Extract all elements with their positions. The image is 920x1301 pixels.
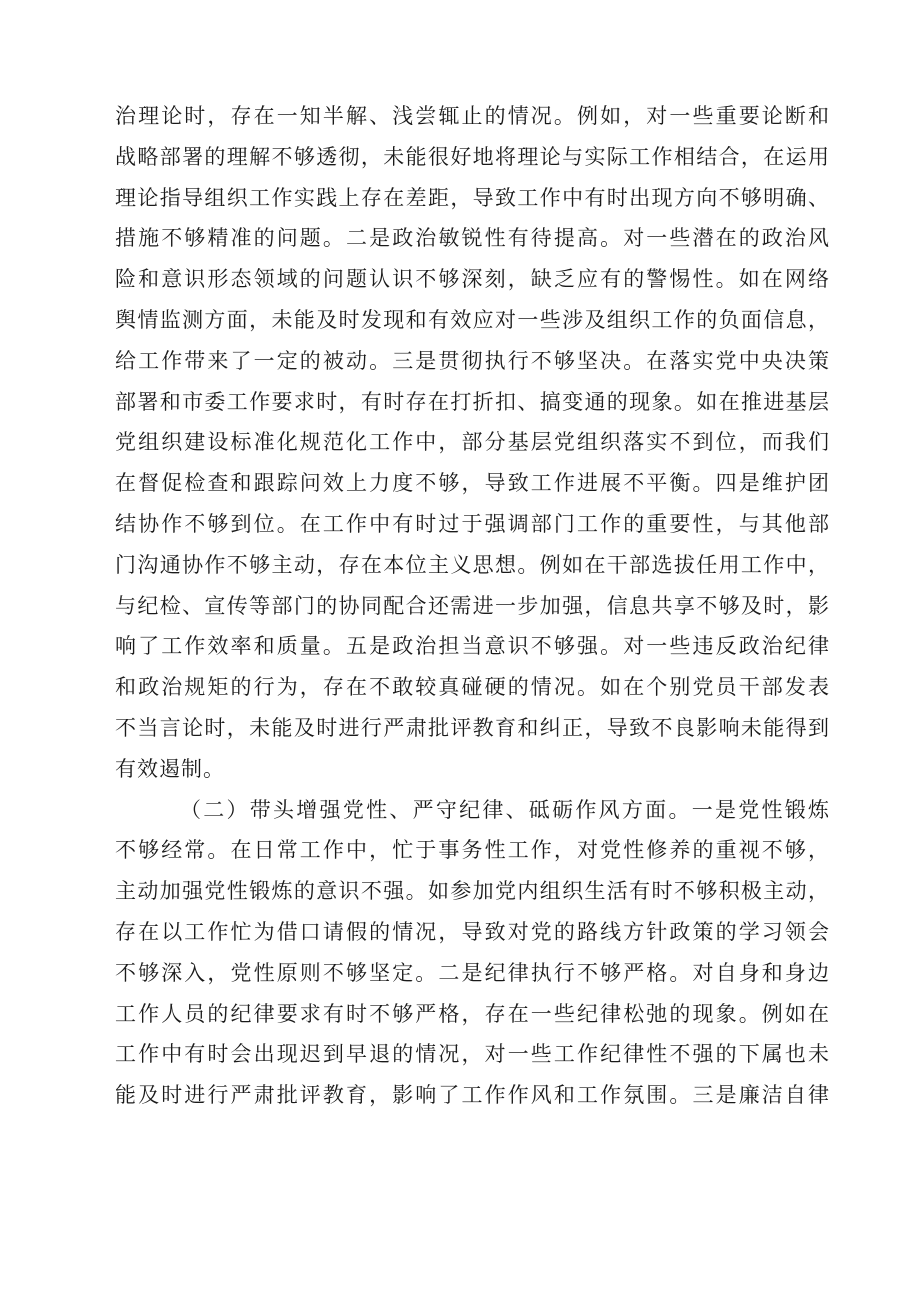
text-line: 战略部署的理解不够透彻，未能很好地将理论与实际工作相结合，在运用 <box>115 144 830 169</box>
paragraph-end-line: 有效遏制。 <box>115 756 225 781</box>
text-line: 主动加强党性锻炼的意识不强。如参加党内组织生活有时不够积极主动， <box>115 879 830 904</box>
text-line: 部署和市委工作要求时，有时存在打折扣、搞变通的现象。如在推进基层 <box>115 389 830 414</box>
text-line: 工作中有时会出现迟到早退的情况，对一些工作纪律性不强的下属也未 <box>115 1042 830 1067</box>
text-line: 和政治规矩的行为，存在不敢较真碰硬的情况。如在个别党员干部发表 <box>115 675 830 700</box>
text-line: 能及时进行严肃批评教育，影响了工作作风和工作氛围。三是廉洁自律 <box>115 1083 830 1108</box>
text-line: 响了工作效率和质量。五是政治担当意识不够强。对一些违反政治纪律 <box>115 634 830 659</box>
text-line: 不当言论时，未能及时进行严肃批评教育和纠正，导致不良影响未能得到 <box>115 715 830 740</box>
text-line: 不够经常。在日常工作中，忙于事务性工作，对党性修养的重视不够， <box>115 838 830 863</box>
text-line: 结协作不够到位。在工作中有时过于强调部门工作的重要性，与其他部 <box>115 511 830 536</box>
text-line: 在督促检查和跟踪问效上力度不够，导致工作进展不平衡。四是维护团 <box>115 471 830 496</box>
text-line: 存在以工作忙为借口请假的情况，导致对党的路线方针政策的学习领会 <box>115 919 830 944</box>
text-line: 舆情监测方面，未能及时发现和有效应对一些涉及组织工作的负面信息， <box>115 307 830 332</box>
text-line: 不够深入，党性原则不够坚定。二是纪律执行不够严格。对自身和身边 <box>115 960 830 985</box>
text-line: 治理论时，存在一知半解、浅尝辄止的情况。例如，对一些重要论断和 <box>115 104 830 128</box>
text-line: 与纪检、宣传等部门的协同配合还需进一步加强，信息共享不够及时，影 <box>115 593 830 618</box>
section-heading-line: （二）带头增强党性、严守纪律、砥砺作风方面。一是党性锻炼 <box>180 797 830 822</box>
text-line: 给工作带来了一定的被动。三是贯彻执行不够坚决。在落实党中央决策 <box>115 348 830 373</box>
text-line: 工作人员的纪律要求有时不够严格，存在一些纪律松弛的现象。例如在 <box>115 1001 830 1026</box>
text-line: 门沟通协作不够主动，存在本位主义思想。例如在干部选拔任用工作中， <box>115 552 830 577</box>
text-line: 措施不够精准的问题。二是政治敏锐性有待提高。对一些潜在的政治风 <box>115 226 830 251</box>
text-line: 党组织建设标准化规范化工作中，部分基层党组织落实不到位，而我们 <box>115 430 830 455</box>
text-line: 理论指导组织工作实践上存在差距，导致工作中有时出现方向不够明确、 <box>115 185 830 210</box>
text-line: 险和意识形态领域的问题认识不够深刻，缺乏应有的警惕性。如在网络 <box>115 267 830 292</box>
document-page <box>115 96 830 1116</box>
